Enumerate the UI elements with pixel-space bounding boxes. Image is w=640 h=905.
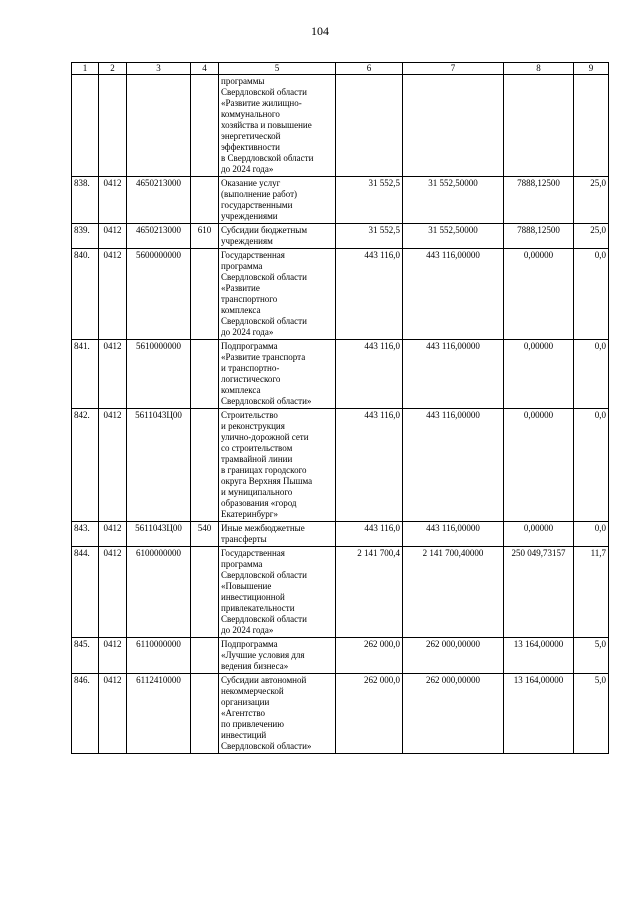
executed-amount-cell: 0,00000 <box>504 249 574 340</box>
section-code-cell: 0412 <box>99 674 127 754</box>
approved-amount-cell: 443 116,00000 <box>403 409 504 522</box>
item-name-cell: Субсидии автономной некоммерческой организации «Агентство по привлечению инвестиций Свердловской области» <box>219 674 336 754</box>
approved-amount-cell: 443 116,00000 <box>403 522 504 547</box>
planned-amount-cell: 2 141 700,4 <box>336 547 403 638</box>
execution-percent-cell: 25,0 <box>574 177 609 224</box>
executed-amount-cell: 0,00000 <box>504 340 574 409</box>
planned-amount-cell: 262 000,0 <box>336 674 403 754</box>
target-code-cell <box>127 75 191 177</box>
target-code-cell: 6110000000 <box>127 638 191 674</box>
target-code-cell: 5611043Ц00 <box>127 409 191 522</box>
target-code-cell: 5610000000 <box>127 340 191 409</box>
approved-amount-cell <box>403 75 504 177</box>
execution-percent-cell: 0,0 <box>574 522 609 547</box>
planned-amount-cell: 443 116,0 <box>336 522 403 547</box>
item-name-cell: программы Свердловской области «Развитие жилищно- коммунального хозяйства и повышение энергетической эффективности в Свердловской области до 2024 года» <box>219 75 336 177</box>
row-number-cell: 842. <box>72 409 99 522</box>
section-code-cell: 0412 <box>99 409 127 522</box>
page-number: 104 <box>311 24 329 38</box>
execution-percent-cell: 0,0 <box>574 340 609 409</box>
row-number-cell: 839. <box>72 224 99 249</box>
table-row <box>72 340 609 409</box>
table-row <box>72 674 609 754</box>
approved-amount-cell: 262 000,00000 <box>403 674 504 754</box>
expense-type-cell <box>191 638 219 674</box>
section-code-cell: 0412 <box>99 249 127 340</box>
row-number-cell: 846. <box>72 674 99 754</box>
table-row <box>72 249 609 340</box>
planned-amount-cell: 443 116,0 <box>336 340 403 409</box>
section-code-cell: 0412 <box>99 340 127 409</box>
column-header: 3 <box>127 63 191 75</box>
item-name-cell: Субсидии бюджетным учреждениям <box>219 224 336 249</box>
executed-amount-cell: 0,00000 <box>504 522 574 547</box>
approved-amount-cell: 2 141 700,40000 <box>403 547 504 638</box>
planned-amount-cell: 443 116,0 <box>336 409 403 522</box>
target-code-cell: 6112410000 <box>127 674 191 754</box>
executed-amount-cell: 7888,12500 <box>504 177 574 224</box>
table-row <box>72 224 609 249</box>
row-number-cell: 843. <box>72 522 99 547</box>
header-row <box>72 63 609 75</box>
section-code-cell <box>99 75 127 177</box>
section-code-cell: 0412 <box>99 547 127 638</box>
item-name-cell: Подпрограмма «Развитие транспорта и транспортно- логистического комплекса Свердловской области» <box>219 340 336 409</box>
planned-amount-cell <box>336 75 403 177</box>
expense-type-cell <box>191 340 219 409</box>
planned-amount-cell: 443 116,0 <box>336 249 403 340</box>
row-number-cell: 841. <box>72 340 99 409</box>
execution-percent-cell: 5,0 <box>574 638 609 674</box>
executed-amount-cell: 13 164,00000 <box>504 674 574 754</box>
column-header: 7 <box>403 63 504 75</box>
item-name-cell: Иные межбюджетные трансферты <box>219 522 336 547</box>
expense-type-cell <box>191 75 219 177</box>
executed-amount-cell: 0,00000 <box>504 409 574 522</box>
planned-amount-cell: 262 000,0 <box>336 638 403 674</box>
budget-table <box>71 62 609 754</box>
expense-type-cell <box>191 409 219 522</box>
target-code-cell: 4650213000 <box>127 224 191 249</box>
section-code-cell: 0412 <box>99 638 127 674</box>
execution-percent-cell: 0,0 <box>574 409 609 522</box>
column-header: 5 <box>219 63 336 75</box>
table-row <box>72 75 609 177</box>
section-code-cell: 0412 <box>99 224 127 249</box>
target-code-cell: 5600000000 <box>127 249 191 340</box>
item-name-cell: Оказание услуг (выполнение работ) государственными учреждениями <box>219 177 336 224</box>
table-row <box>72 409 609 522</box>
item-name-cell: Государственная программа Свердловской области «Развитие транспортного комплекса Свердловской области до 2024 года» <box>219 249 336 340</box>
executed-amount-cell: 13 164,00000 <box>504 638 574 674</box>
execution-percent-cell: 11,7 <box>574 547 609 638</box>
column-header: 4 <box>191 63 219 75</box>
expense-type-cell <box>191 547 219 638</box>
column-header: 9 <box>574 63 609 75</box>
executed-amount-cell: 250 049,73157 <box>504 547 574 638</box>
approved-amount-cell: 262 000,00000 <box>403 638 504 674</box>
table-row <box>72 522 609 547</box>
approved-amount-cell: 31 552,50000 <box>403 224 504 249</box>
execution-percent-cell: 5,0 <box>574 674 609 754</box>
section-code-cell: 0412 <box>99 522 127 547</box>
execution-percent-cell: 0,0 <box>574 249 609 340</box>
expense-type-cell <box>191 177 219 224</box>
target-code-cell: 6100000000 <box>127 547 191 638</box>
column-header: 1 <box>72 63 99 75</box>
table-row <box>72 177 609 224</box>
row-number-cell: 838. <box>72 177 99 224</box>
column-header: 8 <box>504 63 574 75</box>
section-code-cell: 0412 <box>99 177 127 224</box>
row-number-cell: 845. <box>72 638 99 674</box>
table-row <box>72 547 609 638</box>
execution-percent-cell <box>574 75 609 177</box>
row-number-cell: 844. <box>72 547 99 638</box>
expense-type-cell <box>191 249 219 340</box>
row-number-cell <box>72 75 99 177</box>
target-code-cell: 5611043Ц00 <box>127 522 191 547</box>
planned-amount-cell: 31 552,5 <box>336 177 403 224</box>
table-body <box>72 75 609 754</box>
table-row <box>72 638 609 674</box>
target-code-cell: 4650213000 <box>127 177 191 224</box>
executed-amount-cell <box>504 75 574 177</box>
item-name-cell: Подпрограмма «Лучшие условия для ведения бизнеса» <box>219 638 336 674</box>
execution-percent-cell: 25,0 <box>574 224 609 249</box>
approved-amount-cell: 443 116,00000 <box>403 340 504 409</box>
expense-type-cell: 540 <box>191 522 219 547</box>
item-name-cell: Государственная программа Свердловской области «Повышение инвестиционной привлекательности Свердловской области до 2024 года» <box>219 547 336 638</box>
expense-type-cell <box>191 674 219 754</box>
column-header: 2 <box>99 63 127 75</box>
expense-type-cell: 610 <box>191 224 219 249</box>
row-number-cell: 840. <box>72 249 99 340</box>
planned-amount-cell: 31 552,5 <box>336 224 403 249</box>
item-name-cell: Строительство и реконструкция улично-дорожной сети со строительством трамвайной линии в границах городского округа Верхняя Пышма и муниципального образования «город Екатеринбург» <box>219 409 336 522</box>
column-header: 6 <box>336 63 403 75</box>
approved-amount-cell: 31 552,50000 <box>403 177 504 224</box>
executed-amount-cell: 7888,12500 <box>504 224 574 249</box>
approved-amount-cell: 443 116,00000 <box>403 249 504 340</box>
